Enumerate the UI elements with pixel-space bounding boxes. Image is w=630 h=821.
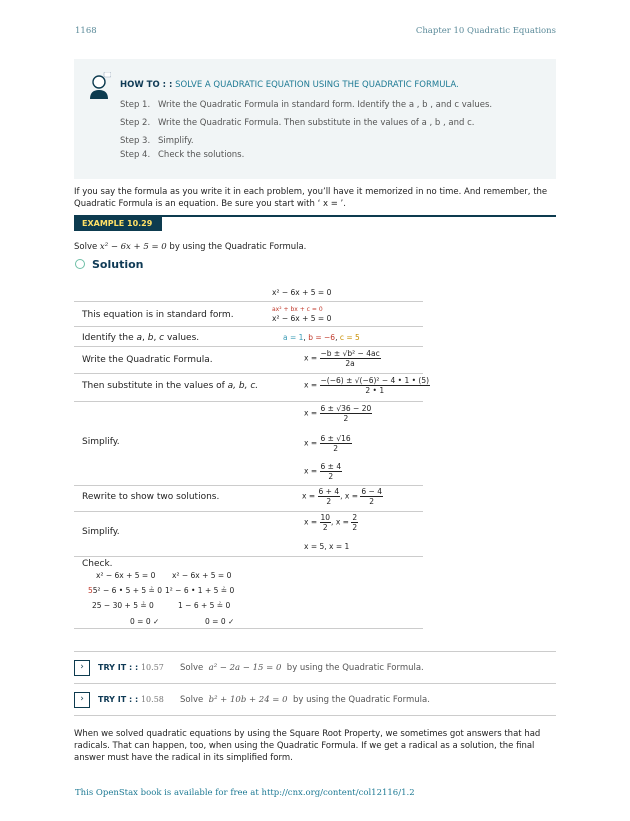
row-divider (74, 401, 423, 402)
check-line: 25 − 30 + 5 ≟ 0 (92, 601, 154, 610)
simplify-line: x = $\frac{6 \pm √16}{2}$ (304, 434, 351, 453)
coefficient-values: a = 1, b = −6, c = 5 (283, 333, 360, 342)
chevron-right-icon[interactable]: › (74, 660, 90, 676)
solution-heading: Solution (92, 258, 144, 271)
row-divider (74, 485, 423, 486)
chapter-title: Chapter 10 Quadratic Equations (415, 26, 556, 36)
outro-paragraph: When we solved quadratic equations by using the Square Root Property, we sometimes got answers that had radicals. That can happen, too, when using the Quadratic Formula. If we get a radical as a solution, the final answer must have the radical in its simplified form. (74, 729, 541, 763)
standard-form: ax² + bx + c = 0 (272, 306, 323, 313)
check-line: x² − 6x + 5 = 0 (172, 571, 232, 580)
step-label: Identify the a, b, c values. (82, 333, 200, 343)
check-line: 55² − 6 • 5 + 5 ≟ 0 (88, 586, 162, 595)
substituted-formula: x = $\frac{\text{−(−6) ± √(−6)² − 4 • 1 • (5)}}{2 • 1}$ (304, 376, 430, 395)
page-number: 1168 (75, 26, 97, 36)
step-label: Simplify. (82, 437, 120, 447)
howto-step: Step 4. Check the solutions. (120, 150, 245, 160)
example-label: EXAMPLE 10.29 (74, 217, 162, 231)
check-line: 1² − 6 • 1 + 5 ≟ 0 (165, 586, 235, 595)
row-divider (74, 628, 423, 629)
check-label: Check. (82, 559, 113, 569)
chevron-right-icon[interactable]: › (74, 692, 90, 708)
row-divider (74, 373, 423, 374)
step-label: Rewrite to show two solutions. (82, 492, 220, 502)
check-line: x² − 6x + 5 = 0 (96, 571, 156, 580)
intro-paragraph: If you say the formula as you write it in each problem, you’ll have it memorized in no time. And remember, the Quadratic Formula is an equation. Be sure you start with ‘ x = ’. (74, 187, 548, 209)
row-divider (74, 511, 423, 512)
check-line: 0 = 0 ✓ (130, 617, 160, 626)
example-problem: Solve x² − 6x + 5 = 0 by using the Quadratic Formula. (74, 242, 307, 252)
row-divider (74, 326, 423, 327)
row-divider (74, 301, 423, 302)
step-label: Write the Quadratic Formula. (82, 355, 213, 365)
howto-panel (74, 59, 556, 179)
row-divider (74, 346, 423, 347)
simplify-line: x = $\frac{6 \pm 4}{2}$ (304, 462, 342, 481)
check-line: 1 − 6 + 5 ≟ 0 (178, 601, 231, 610)
simplified-solutions: x = $\frac{10}{2}$ , x = $\frac{2}{2}$ (304, 513, 358, 532)
equation-row: x² − 6x + 5 = 0 (272, 288, 332, 297)
person-icon (87, 72, 111, 100)
two-solutions: x = $\frac{6 + 4}{2}$ , x = $\frac{6 - 4}{2}$ (302, 487, 382, 506)
equation-row: x² − 6x + 5 = 0 (272, 314, 332, 323)
check-line: 0 = 0 ✓ (205, 617, 235, 626)
howto-step: Step 2. Write the Quadratic Formula. Then substitute in the values of a , b , and c. (120, 118, 475, 128)
check-circle-icon (75, 259, 85, 269)
howto-step: Step 1. Write the Quadratic Formula in standard form. Identify the a , b , and c values. (120, 100, 493, 110)
howto-title: HOW TO : : SOLVE A QUADRATIC EQUATION USING THE QUADRATIC FORMULA. (120, 80, 459, 90)
try-divider (74, 715, 556, 716)
step-label: This equation is in standard form. (82, 310, 234, 320)
footer-link[interactable]: This OpenStax book is available for free at http://cnx.org/content/col12116/1.2 (75, 788, 415, 798)
try-divider (74, 683, 556, 684)
quadratic-formula: x = $\frac{\text{−b ± √b² − 4ac}}{2a}$ (304, 349, 380, 368)
step-label: Then substitute in the values of a, b, c. (82, 381, 259, 391)
howto-step: Step 3. Simplify. (120, 136, 194, 146)
row-divider (74, 556, 423, 557)
final-solutions: x = 5, x = 1 (304, 542, 350, 551)
try-divider (74, 651, 556, 652)
simplify-line: x = $\frac{6 \pm √36 - 20}{2}$ (304, 404, 372, 423)
step-label: Simplify. (82, 527, 120, 537)
